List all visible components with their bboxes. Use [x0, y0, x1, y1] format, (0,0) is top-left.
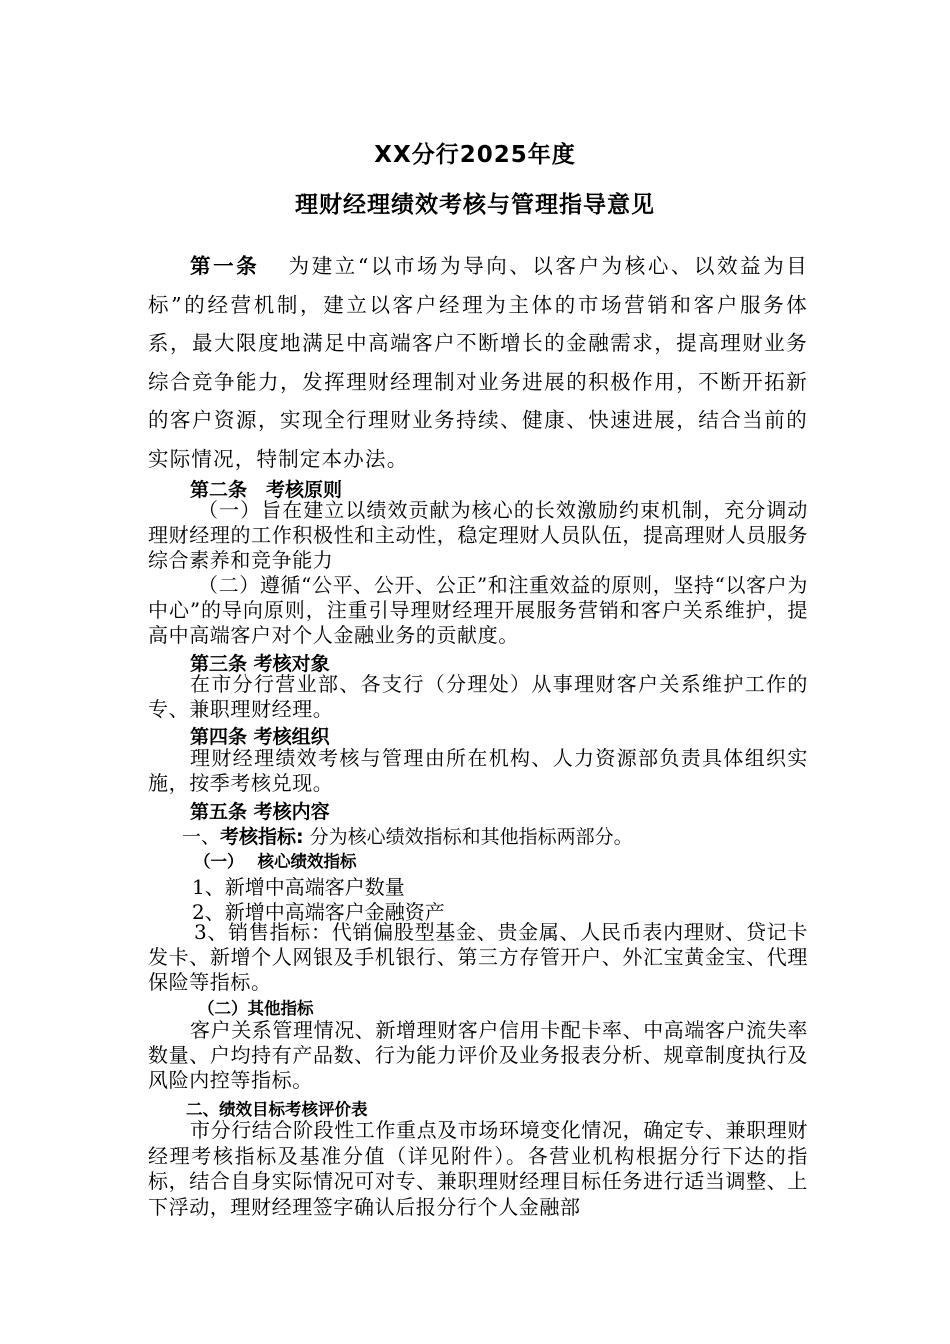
article-3-heading: 第三条 考核对象	[190, 653, 330, 675]
document-title-line2: 理财经理绩效考核与管理指导意见	[295, 192, 655, 218]
article-2-item-1: （一）旨在建立以绩效贡献为核心的长效激励约束机制，充分调动理财经理的工作积极性和主动性，稳定理财人员队伍，提高理财人员服务综合素养和竞争能力	[148, 498, 808, 572]
sub-section-2-text: 客户关系管理情况、新增理财客户信用卡配卡率、中高端客户流失率数量、户均持有产品数、行为能力评价及业务报表分析、规章制度执行及风险内控等指标。	[148, 1018, 808, 1092]
sub-section-2-heading: （二）其他指标	[198, 999, 314, 1018]
article-1-label: 第一条	[190, 254, 260, 278]
section-1-prefix: 一、	[182, 826, 221, 848]
sub-section-1-heading: （一） 核心绩效指标	[194, 852, 357, 871]
item-1: 1、新增中高端客户数量	[192, 875, 405, 899]
article-2-heading: 第二条 考核原则	[190, 479, 343, 501]
section-1-text: 分为核心绩效指标和其他指标两部分。	[303, 826, 633, 848]
section-1-line	[182, 822, 633, 849]
article-1-text: 为建立“以市场为导向、以客户为核心、以效益为目标”的经营机制，建立以客户经理为主体的市场营销和客户服务体系，最大限度地满足中高端客户不断增长的金融需求，提高理财业务综合竞争能力，发挥理财经理制对业务进展的积极作用，不断开拓新的客户资源，实现全行理财业务持续、健康、快速进展，结合当前的实际情况，特制定本办法。	[148, 254, 808, 471]
item-2: 2、新增中高端客户金融资产	[192, 900, 445, 924]
section-1-label: 考核指标:	[220, 826, 304, 848]
article-5-heading: 第五条 考核内容	[190, 801, 330, 823]
article-3-text: 在市分行营业部、各支行（分理处）从事理财客户关系维护工作的专、兼职理财经理。	[148, 672, 808, 721]
article-1-paragraph	[148, 247, 808, 478]
document-title-line1: XX分行2025年度	[374, 142, 576, 168]
item-3: 3、销售指标：代销偏股型基金、贵金属、人民币表内理财、贷记卡发卡、新增个人网银及手机银行、第三方存管开户、外汇宝黄金宝、代理保险等指标。	[148, 920, 808, 994]
section-2-text: 市分行结合阶段性工作重点及市场环境变化情况，确定专、兼职理财经理考核指标及基准分值（详见附件）。各营业机构根据分行下达的指标，结合自身实际情况可对专、兼职理财经理目标任务进行适当调整、上下浮动，理财经理签字确认后报分行个人金融部	[148, 1118, 808, 1219]
article-4-text: 理财经理绩效考核与管理由所在机构、人力资源部负责具体组织实施，按季考核兑现。	[148, 746, 808, 795]
article-4-heading: 第四条 考核组织	[190, 726, 330, 748]
section-2-heading: 二、绩效目标考核评价表	[186, 1100, 368, 1119]
article-2-item-2: （二）遵循“公平、公开、公正”和注重效益的原则，坚持“以客户为中心”的导向原则，注重引导理财经理开展服务营销和客户关系维护，提高中高端客户对个人金融业务的贡献度。	[148, 573, 808, 647]
